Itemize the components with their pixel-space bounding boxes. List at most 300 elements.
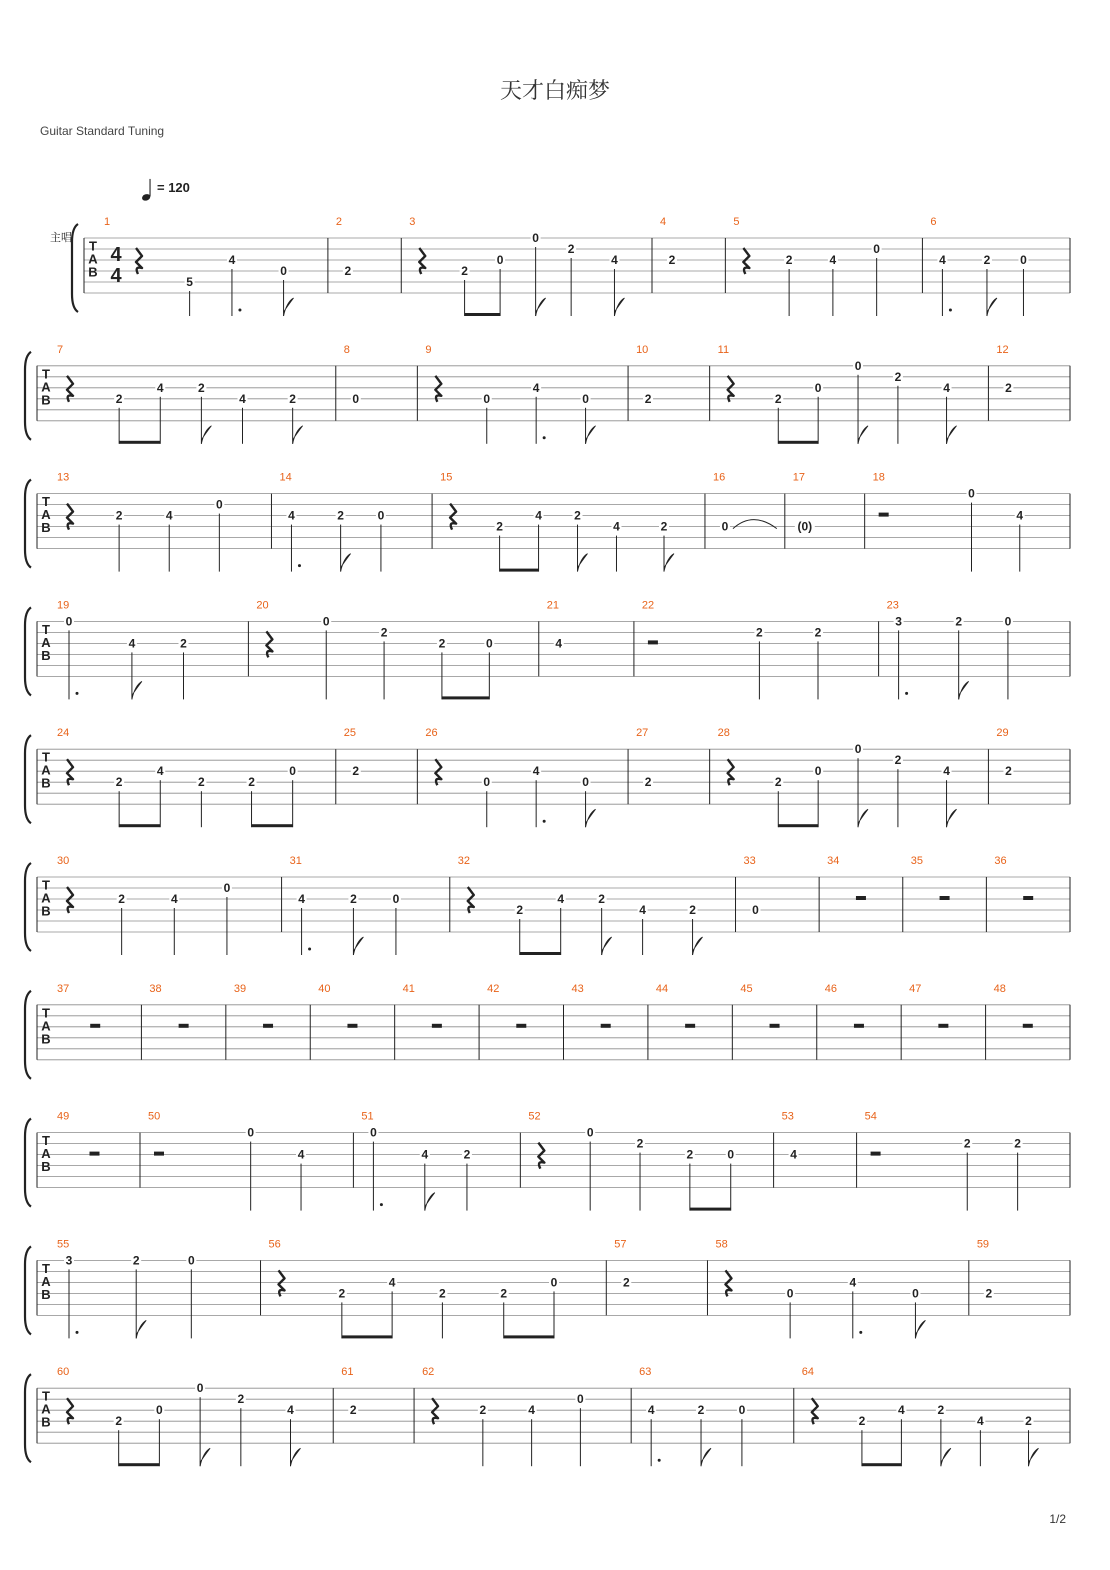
measure bbox=[733, 216, 922, 316]
whole-rest-icon bbox=[685, 1024, 695, 1028]
measure bbox=[279, 472, 432, 572]
measure bbox=[344, 344, 418, 421]
fret-number: 0 bbox=[854, 742, 862, 757]
measure-number: 59 bbox=[976, 1238, 990, 1251]
fret-number: 2 bbox=[858, 1414, 866, 1429]
measure-number: 64 bbox=[801, 1366, 815, 1379]
measure-number: 57 bbox=[614, 1238, 627, 1251]
fret-number: 2 bbox=[479, 1403, 487, 1418]
measure-number: 26 bbox=[425, 727, 438, 740]
measure bbox=[458, 855, 736, 955]
fret-number: 0 bbox=[912, 1286, 919, 1301]
measure bbox=[718, 344, 989, 444]
eighth-flag-icon bbox=[602, 937, 612, 955]
measure-number: 18 bbox=[872, 471, 885, 484]
fret-number: 4 bbox=[849, 1275, 857, 1290]
quarter-rest-icon bbox=[743, 248, 749, 274]
measure bbox=[713, 472, 785, 549]
tab-clef-letter: A bbox=[41, 1401, 51, 1417]
fret-number: 0 bbox=[483, 775, 491, 790]
tuning-label: Guitar Standard Tuning bbox=[40, 124, 165, 138]
measure bbox=[636, 727, 710, 804]
measure-number: 19 bbox=[57, 599, 70, 612]
tab-clef-letter: B bbox=[41, 775, 51, 791]
eighth-flag-icon bbox=[136, 1320, 146, 1338]
measure bbox=[793, 472, 865, 549]
measure bbox=[639, 1366, 794, 1466]
fret-number: 0 bbox=[814, 764, 822, 779]
fret-number: 0 bbox=[280, 264, 287, 278]
tab-clef-letter: B bbox=[41, 1159, 51, 1175]
tab-clef-letter: B bbox=[41, 520, 51, 536]
measure-number: 43 bbox=[571, 982, 584, 995]
measure bbox=[57, 1238, 261, 1338]
fret-number: 2 bbox=[198, 775, 205, 790]
fret-number: 4 bbox=[1016, 508, 1024, 523]
fret-number: 4 bbox=[532, 764, 540, 779]
fret-number: 2 bbox=[636, 1136, 644, 1151]
fret-number: 0 bbox=[550, 1275, 558, 1290]
staff-system bbox=[25, 1111, 1070, 1211]
fret-number: 2 bbox=[814, 625, 822, 640]
quarter-rest-icon bbox=[136, 248, 142, 274]
fret-number: 0 bbox=[582, 391, 589, 406]
measure bbox=[341, 1366, 414, 1443]
measure bbox=[909, 983, 985, 1060]
whole-rest-icon bbox=[179, 1024, 189, 1028]
fret-number: 2 bbox=[463, 1147, 471, 1162]
whole-rest-icon bbox=[89, 1152, 99, 1156]
measure-number: 61 bbox=[341, 1366, 354, 1379]
tab-clef-letter: A bbox=[88, 251, 98, 267]
eighth-beam bbox=[504, 1335, 554, 1338]
measure bbox=[104, 216, 328, 316]
tab-clef-letter: A bbox=[41, 379, 51, 395]
rhythm-dot bbox=[859, 1331, 862, 1334]
fret-number: 2 bbox=[686, 1147, 694, 1162]
tab-clef-letter: T bbox=[42, 494, 50, 510]
staff-system bbox=[25, 1238, 1070, 1338]
tab-clef-letter: T bbox=[89, 238, 97, 254]
fret-number: 2 bbox=[352, 764, 360, 779]
fret-number: 4 bbox=[165, 508, 173, 523]
tab-clef-letter: B bbox=[41, 647, 51, 663]
measure bbox=[57, 1366, 333, 1466]
measure bbox=[318, 983, 394, 1060]
measure-number: 4 bbox=[659, 216, 667, 228]
fret-number: 0 bbox=[485, 636, 493, 651]
tab-clef-letter: B bbox=[41, 1031, 51, 1047]
fret-number: 2 bbox=[496, 519, 503, 534]
fret-number: 2 bbox=[115, 508, 123, 523]
eighth-flag-icon bbox=[201, 426, 211, 444]
fret-number: 4 bbox=[829, 253, 837, 267]
fret-number: 4 bbox=[977, 1414, 984, 1429]
system-bracket bbox=[25, 1246, 31, 1334]
fret-number: 3 bbox=[65, 1253, 73, 1268]
fret-number: 0 bbox=[483, 391, 491, 406]
fret-number: 0 bbox=[196, 1381, 204, 1396]
quarter-rest-icon bbox=[725, 1270, 731, 1296]
quarter-rest-icon bbox=[266, 631, 272, 657]
measure-number: 23 bbox=[886, 599, 899, 612]
tab-clef-letter: A bbox=[41, 890, 51, 906]
eighth-flag-icon bbox=[664, 554, 674, 572]
measure bbox=[656, 983, 732, 1060]
measure bbox=[825, 983, 901, 1060]
measure-number: 24 bbox=[57, 727, 70, 740]
measure-number: 44 bbox=[655, 982, 669, 995]
measure-number: 29 bbox=[996, 727, 1009, 740]
quarter-rest-icon bbox=[812, 1398, 818, 1424]
tab-clef-letter: B bbox=[88, 264, 98, 280]
fret-number: 2 bbox=[774, 391, 782, 406]
rhythm-dot bbox=[905, 692, 908, 695]
eighth-flag-icon bbox=[858, 426, 868, 444]
tab-clef-letter: T bbox=[42, 621, 50, 637]
whole-rest-icon bbox=[347, 1024, 357, 1028]
eighth-flag-icon bbox=[693, 937, 703, 955]
fret-number: 0 bbox=[216, 497, 223, 512]
fret-number: 2 bbox=[894, 753, 902, 768]
fret-number: 2 bbox=[756, 625, 763, 640]
fret-number: 2 bbox=[1005, 764, 1012, 779]
fret-number: 4 bbox=[790, 1147, 797, 1162]
fret-number: 2 bbox=[774, 775, 782, 790]
fret-number: 2 bbox=[660, 519, 668, 534]
fret-number: 2 bbox=[237, 1392, 245, 1407]
measure-number: 31 bbox=[289, 855, 302, 867]
measure-number: 63 bbox=[639, 1366, 652, 1379]
quarter-rest-icon bbox=[728, 759, 734, 785]
measure-number: 62 bbox=[422, 1366, 435, 1379]
measure-number: 5 bbox=[733, 216, 740, 228]
whole-rest-icon bbox=[263, 1024, 273, 1028]
tab-clef-letter: A bbox=[41, 634, 51, 650]
quarter-rest-icon bbox=[432, 1398, 438, 1424]
measure bbox=[425, 344, 628, 444]
fret-number: 4 bbox=[288, 508, 295, 523]
fret-number: 4 bbox=[388, 1275, 396, 1290]
fret-number: 4 bbox=[532, 380, 540, 395]
measure-number: 11 bbox=[717, 343, 730, 356]
measure bbox=[440, 472, 705, 572]
measure-number: 48 bbox=[993, 982, 1006, 995]
quarter-rest-icon bbox=[67, 759, 73, 785]
measure-number: 28 bbox=[717, 727, 730, 740]
measure bbox=[57, 472, 271, 572]
measure-number: 33 bbox=[743, 855, 756, 867]
eighth-beam bbox=[690, 1208, 731, 1211]
measure bbox=[994, 983, 1070, 1060]
measure-number: 50 bbox=[147, 1110, 161, 1123]
rhythm-dot bbox=[76, 1331, 79, 1334]
measure-number: 7 bbox=[57, 343, 64, 356]
measure-number: 58 bbox=[715, 1238, 728, 1251]
measure-number: 20 bbox=[256, 599, 269, 612]
measure bbox=[740, 983, 816, 1060]
fret-number: 0 bbox=[496, 253, 504, 267]
fret-number: 4 bbox=[156, 380, 164, 395]
measure bbox=[994, 855, 1070, 932]
system-bracket bbox=[25, 991, 31, 1079]
measure bbox=[642, 599, 879, 699]
fret-number: 0 bbox=[586, 1125, 594, 1140]
measure-number: 53 bbox=[781, 1110, 794, 1123]
eighth-flag-icon bbox=[959, 681, 969, 699]
system-bracket bbox=[25, 480, 31, 568]
measure-number: 3 bbox=[409, 216, 416, 228]
measure bbox=[256, 599, 538, 699]
measure bbox=[290, 855, 450, 955]
measure-number: 8 bbox=[343, 343, 350, 356]
time-signature-top: 4 bbox=[110, 244, 122, 266]
staff-system bbox=[25, 344, 1070, 444]
measure-number: 9 bbox=[425, 343, 432, 356]
measure bbox=[782, 1111, 857, 1188]
eighth-flag-icon bbox=[578, 554, 588, 572]
measure bbox=[425, 727, 628, 827]
measure-number: 41 bbox=[402, 982, 415, 995]
fret-number: 2 bbox=[338, 1286, 346, 1301]
staff-system bbox=[25, 855, 1070, 955]
fret-number: 5 bbox=[186, 275, 193, 289]
measure bbox=[234, 983, 310, 1060]
fret-number: 4 bbox=[287, 1403, 294, 1418]
fret-number: 4 bbox=[611, 253, 618, 267]
eighth-beam bbox=[778, 824, 818, 827]
measure bbox=[996, 344, 1070, 421]
measure-number: 56 bbox=[268, 1238, 281, 1251]
rhythm-dot bbox=[949, 309, 952, 312]
fret-number: 4 bbox=[298, 892, 305, 906]
eighth-flag-icon bbox=[132, 681, 142, 699]
eighth-flag-icon bbox=[586, 426, 596, 444]
eighth-flag-icon bbox=[947, 809, 957, 827]
system-bracket bbox=[25, 863, 31, 951]
fret-number: 0 bbox=[377, 508, 385, 523]
eighth-flag-icon bbox=[701, 1448, 711, 1466]
fret-number: 0 bbox=[752, 903, 759, 917]
fret-number: 2 bbox=[500, 1286, 508, 1301]
fret-number: 0 bbox=[247, 1125, 255, 1140]
half-rest-icon bbox=[871, 1152, 881, 1156]
tab-clef-letter: A bbox=[41, 1146, 51, 1162]
quarter-rest-icon bbox=[67, 887, 73, 913]
fret-number: 0 bbox=[352, 391, 360, 406]
fret-number: 2 bbox=[198, 380, 205, 395]
measure bbox=[636, 344, 710, 421]
whole-rest-icon bbox=[938, 1024, 948, 1028]
measure-number: 54 bbox=[864, 1110, 877, 1123]
quarter-rest-icon bbox=[728, 376, 734, 402]
system-bracket bbox=[25, 607, 31, 695]
fret-number: 2 bbox=[438, 636, 446, 651]
fret-number: 2 bbox=[349, 1403, 357, 1418]
fret-number: 2 bbox=[380, 625, 388, 640]
fret-number: 3 bbox=[895, 614, 902, 629]
eighth-beam bbox=[442, 696, 489, 699]
whole-rest-icon bbox=[940, 896, 950, 900]
eighth-flag-icon bbox=[341, 554, 351, 572]
rhythm-dot bbox=[543, 820, 546, 823]
fret-number: 2 bbox=[344, 264, 352, 278]
measure-number: 2 bbox=[335, 216, 343, 228]
measure-number: 14 bbox=[279, 471, 292, 484]
tab-clef-letter: T bbox=[42, 749, 50, 765]
tab-clef-letter: A bbox=[41, 1018, 51, 1034]
fret-number: 2 bbox=[439, 1286, 446, 1301]
fret-number: 4 bbox=[943, 764, 950, 779]
tempo-marking: = 120 bbox=[157, 180, 190, 195]
fret-number: (0) bbox=[797, 519, 813, 534]
fret-number: 0 bbox=[223, 881, 231, 895]
measure-number: 25 bbox=[343, 727, 357, 740]
fret-number: 2 bbox=[118, 892, 125, 906]
fret-number: 0 bbox=[854, 358, 862, 373]
measure bbox=[148, 1111, 353, 1211]
fret-number: 0 bbox=[65, 614, 73, 629]
eighth-flag-icon bbox=[536, 298, 546, 316]
measure-number: 37 bbox=[57, 982, 70, 995]
rhythm-dot bbox=[308, 948, 311, 951]
measure bbox=[487, 983, 563, 1060]
measure bbox=[911, 855, 987, 932]
half-rest-icon bbox=[154, 1152, 164, 1156]
time-signature-bottom: 4 bbox=[110, 265, 122, 287]
whole-rest-icon bbox=[90, 1024, 100, 1028]
quarter-rest-icon bbox=[67, 376, 73, 402]
quarter-rest-icon bbox=[450, 504, 456, 530]
rhythm-dot bbox=[238, 309, 241, 312]
measure-number: 32 bbox=[457, 855, 471, 867]
fret-number: 2 bbox=[516, 903, 524, 917]
tab-clef-letter: T bbox=[42, 1388, 50, 1404]
measure-number: 36 bbox=[994, 855, 1007, 867]
eighth-flag-icon bbox=[293, 426, 303, 444]
quarter-rest-icon bbox=[67, 504, 73, 530]
eighth-flag-icon bbox=[915, 1320, 925, 1338]
eighth-beam bbox=[342, 1335, 392, 1338]
fret-number: 4 bbox=[156, 764, 164, 779]
system-bracket bbox=[72, 224, 78, 312]
measure-number: 42 bbox=[487, 982, 500, 995]
fret-number: 0 bbox=[738, 1403, 746, 1418]
measure-number: 46 bbox=[824, 982, 837, 995]
measure-number: 6 bbox=[930, 216, 937, 228]
fret-number: 4 bbox=[939, 253, 946, 267]
fret-number: 0 bbox=[873, 242, 880, 256]
measure bbox=[744, 855, 820, 932]
rhythm-dot bbox=[76, 692, 79, 695]
fret-number: 4 bbox=[528, 1403, 535, 1418]
measure bbox=[614, 1238, 707, 1315]
fret-number: 2 bbox=[1005, 380, 1012, 395]
measure bbox=[660, 216, 725, 293]
measure-number: 39 bbox=[233, 982, 247, 995]
song-title: 天才白痴梦 bbox=[499, 79, 610, 104]
fret-number: 4 bbox=[647, 1403, 655, 1418]
half-rest-icon bbox=[879, 513, 889, 517]
measure bbox=[361, 1111, 520, 1211]
staff-system bbox=[25, 1366, 1070, 1466]
fret-number: 4 bbox=[535, 508, 542, 523]
quarter-rest-icon bbox=[468, 887, 474, 913]
rhythm-dot bbox=[298, 564, 301, 567]
fret-number: 0 bbox=[786, 1286, 794, 1301]
quarter-rest-icon bbox=[435, 759, 441, 785]
measure bbox=[718, 727, 989, 827]
fret-number: 0 bbox=[322, 614, 330, 629]
fret-number: 2 bbox=[689, 903, 696, 917]
quarter-rest-icon bbox=[279, 1270, 285, 1296]
eighth-flag-icon bbox=[200, 1448, 210, 1466]
eighth-beam bbox=[465, 313, 501, 316]
measure-number: 27 bbox=[636, 727, 649, 740]
measure-number: 55 bbox=[57, 1238, 70, 1251]
measure-number: 15 bbox=[440, 471, 453, 484]
fret-number: 0 bbox=[392, 892, 400, 906]
fret-number: 4 bbox=[421, 1147, 429, 1162]
fret-number: 4 bbox=[555, 636, 563, 651]
measure-number: 34 bbox=[827, 855, 840, 867]
measure bbox=[57, 1111, 140, 1188]
tab-clef-letter: T bbox=[42, 1133, 50, 1149]
fret-number: 2 bbox=[132, 1253, 140, 1268]
eighth-flag-icon bbox=[987, 298, 997, 316]
system-bracket bbox=[25, 1119, 31, 1207]
staff-system bbox=[25, 983, 1070, 1079]
measure bbox=[409, 216, 652, 316]
staff-system bbox=[25, 472, 1070, 572]
fret-number: 4 bbox=[170, 892, 178, 906]
measure-number: 40 bbox=[318, 982, 331, 995]
fret-number: 2 bbox=[248, 775, 255, 790]
measure bbox=[827, 855, 903, 932]
fret-number: 2 bbox=[289, 391, 296, 406]
fret-number: 2 bbox=[337, 508, 344, 523]
fret-number: 2 bbox=[180, 636, 187, 651]
fret-number: 0 bbox=[1020, 253, 1027, 267]
fret-number: 0 bbox=[289, 764, 296, 779]
fret-number: 4 bbox=[128, 636, 136, 651]
fret-number: 2 bbox=[955, 614, 963, 629]
system-bracket bbox=[25, 1374, 31, 1462]
quarter-rest-icon bbox=[538, 1143, 544, 1169]
whole-rest-icon bbox=[1023, 896, 1033, 900]
measure bbox=[887, 599, 1070, 699]
measure bbox=[547, 599, 634, 676]
measure-number: 45 bbox=[740, 982, 753, 995]
whole-rest-icon bbox=[856, 896, 866, 900]
eighth-flag-icon bbox=[586, 809, 596, 827]
eighth-beam bbox=[119, 1463, 160, 1466]
eighth-beam bbox=[862, 1463, 901, 1466]
eighth-flag-icon bbox=[858, 809, 868, 827]
tab-clef-letter: A bbox=[41, 1273, 51, 1289]
staff-system bbox=[72, 216, 1070, 316]
whole-rest-icon bbox=[601, 1024, 611, 1028]
eighth-beam bbox=[500, 569, 539, 572]
half-rest-icon bbox=[648, 640, 658, 644]
measure bbox=[336, 216, 401, 293]
tab-clef-letter: T bbox=[42, 877, 50, 893]
measure bbox=[422, 1366, 631, 1466]
measure-number: 35 bbox=[910, 855, 924, 867]
measure bbox=[996, 727, 1070, 804]
measure-number: 21 bbox=[546, 599, 560, 612]
measure bbox=[715, 1238, 968, 1338]
